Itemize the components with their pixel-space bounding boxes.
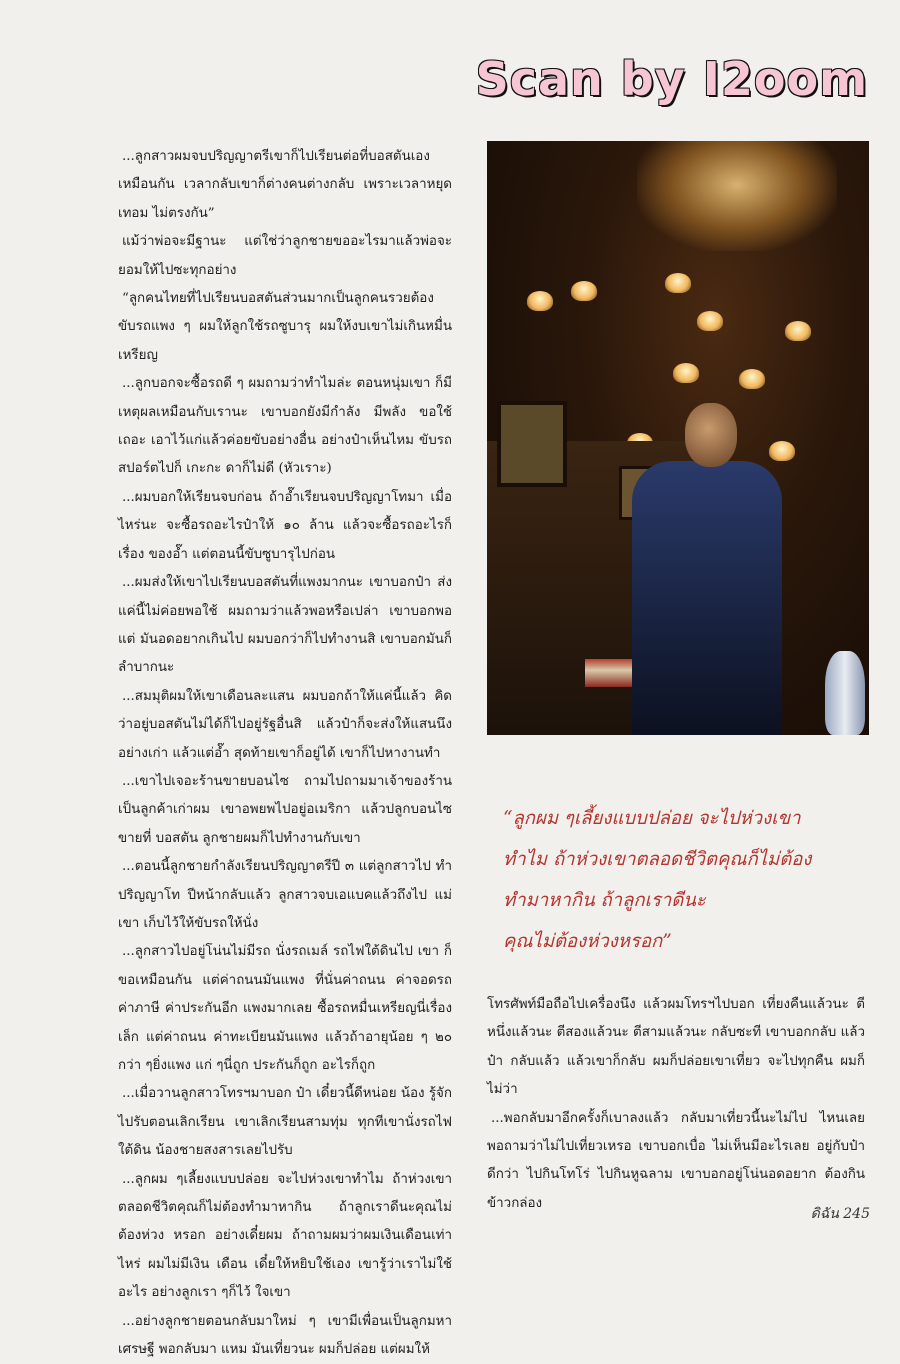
vase: [825, 651, 865, 735]
article-right-column: [487, 991, 865, 1218]
pull-quote-line: “ลูกผม ๆเลี้ยงแบบปล่อย จะไปห่วงเขา: [503, 808, 801, 829]
watermark: Scan by I2oom: [475, 52, 868, 106]
lamp: [739, 369, 765, 389]
paragraph: ...ผมส่งให้เขาไปเรียนบอสตันที่แพงมากนะ เขาบอกป๋า ส่งแค่นี้ไม่ค่อยพอใช้ ผมถามว่าแล้วพอหรือเปล่า เขาบอกพอ แต่ มันอดอยากเกินไป ผมบอกว่าก็ไปทำงานสิ เขาบอกมันก็ลำบากนะ: [118, 575, 452, 676]
portrait-photo: [487, 141, 869, 735]
paragraph: ...ตอนนี้ลูกชายกำลังเรียนปริญญาตรีปี ๓ แต่ลูกสาวไป ทำปริญญาโท ปีหน้ากลับแล้ว ลูกสาวจบเอแบคแล้วถึงไป แม่เขา เก็บไว้ให้ขับรถให้นั่ง: [118, 859, 452, 931]
paragraph: ...อย่างลูกชายตอนกลับมาใหม่ ๆ เขามีเพื่อนเป็นลูกมหา เศรษฐี พอกลับมา แหม มันเที่ยวนะ ผมก็ปล่อย แต่ผมให้: [118, 1313, 452, 1358]
paragraph: “ลูกคนไทยที่ไปเรียนบอสตันส่วนมากเป็นลูกคนรวยต้อง ขับรถแพง ๆ ผมให้ลูกใช้รถซูบารุ ผมให้งบเขาไม่เกินหมื่นเหรียญ: [118, 291, 452, 363]
pull-quote-line: คุณไม่ต้องห่วงหรอก”: [503, 931, 672, 952]
paragraph: โทรศัพท์มือถือไปเครื่องนึง แล้วผมโทรฯไปบอก เที่ยงคืนแล้วนะ ตี หนึ่งแล้วนะ ตีสองแล้วนะ ตีสามแล้วนะ กลับซะที เขาบอกกลับ แล้วป๋า กลับแล้ว แล้วเขาก็กลับ ผมก็ปล่อยเขาเที่ยว จะไปทุกคืน ผมก็ไม่ว่า: [487, 997, 865, 1098]
paragraph: ...เมื่อวานลูกสาวโทรฯมาบอก ป๋า เดี๋ยวนี้ดีหน่อย น้อง รู้จักไปรับตอนเลิกเรียน เขาเลิกเรียนสามทุ่ม ทุกทีเขานั่งรถไฟ ใต้ดิน น้องชายสงสารเลยไปรับ: [118, 1086, 452, 1159]
person-head: [685, 403, 737, 467]
paragraph: ...ลูกบอกจะซื้อรถดี ๆ ผมถามว่าทำไมล่ะ ตอนหนุ่มเขา ก็มีเหตุผลเหมือนกับเรานะ เขาบอกยังมีกำลัง มีพลัง ขอใช้เถอะ เอาไว้แก่แล้วค่อยขับอย่างอื่น อย่างป๋าเห็นไหม ขับรถสปอร์ตไปก็ เกะกะ ดาก็ไม่ดี (หัวเราะ): [118, 376, 452, 477]
paragraph: ...ลูกสาวผมจบปริญญาตรีเขาก็ไปเรียนต่อที่บอสตันเอง เหมือนกัน เวลากลับเขาก็ต่างคนต่างกลับ เพราะเวลาหยุดเทอม ไม่ตรงกัน”: [118, 149, 452, 221]
pull-quote-line: ทำมาหากิน ถ้าลูกเราดีนะ: [503, 890, 706, 911]
lamp: [785, 321, 811, 341]
paragraph: ...สมมุติผมให้เขาเดือนละแสน ผมบอกถ้าให้แค่นี้แล้ว คิดว่าอยู่บอสตันไม่ได้ก็ไปอยู่รัฐอื่นสิ แล้วป๋าก็จะส่งให้แสนนึง อย่างเก่า แล้วแต่อ๊ำ สุดท้ายเขาก็อยู่ได้ เขาก็ไปหางานทำ: [118, 688, 452, 761]
wall-painting: [497, 401, 567, 487]
paragraph: ...เขาไปเจอะร้านขายบอนไซ ถามไปถามมาเจ้าของร้าน เป็นลูกค้าเก่าผม เขาอพยพไปอยู่อเมริกา แล้วปลูกบอนไซขายที่ บอสตัน ลูกชายผมก็ไปทำงานกับเขา: [118, 773, 452, 846]
lamp: [673, 363, 699, 383]
paragraph: ...ลูกผม ๆเลี้ยงแบบปล่อย จะไปห่วงเขาทำไม ถ้าห่วงเขา ตลอดชีวิตคุณก็ไม่ต้องทำมาหากิน ถ้าลูกเราดีนะคุณไม่ต้องห่วง หรอก อย่างเดี๋ยผม ถ้าถามผมว่าผมเงินเดือนเท่าไหร่ ผมไม่มีเงิน เดือน เดี๋ยให้หยิบใช้เอง เขารู้ว่าเราไม่ใช้อะไร อย่างลูกเรา ๆก็ไว้ ใจเขา: [118, 1171, 452, 1301]
pull-quote: [503, 798, 863, 962]
lamp: [527, 291, 553, 311]
paragraph: ...พอกลับมาอีกครั้งก็เบาลงแล้ว กลับมาเที่ยวนี้นะไม่ไป ไหนเลย พอถามว่าไม่ไปเที่ยวเหรอ เขาบอกเบื่อ ไม่เห็นมีอะไรเลย อยู่กับป๋าดีกว่า ไปกินโทโร่ ไปกินหูฉลาม เขาบอกอยู่โน่นอดอยาก ต้องกินข้าวกล่อง: [487, 1110, 865, 1211]
lamp: [697, 311, 723, 331]
article-left-column: [118, 143, 452, 1364]
lamp: [665, 273, 691, 293]
chandelier: [637, 141, 837, 251]
person-body: [632, 461, 782, 735]
pull-quote-line: ทำไม ถ้าห่วงเขาตลอดชีวิตคุณก็ไม่ต้อง: [503, 849, 812, 870]
lamp: [571, 281, 597, 301]
page-folio: ดิฉัน 245: [810, 1206, 870, 1222]
paragraph: ...ผมบอกให้เรียนจบก่อน ถ้าอ๊ำเรียนจบปริญญาโทมา เมื่อไหร่นะ จะซื้อรถอะไรป๋าให้ ๑๐ ล้าน แล้วจะซื้อรถอะไรก็เรื่อง ของอ๊ำ แต่ตอนนี้ขับซูบารุไปก่อน: [118, 489, 452, 562]
lamp: [769, 441, 795, 461]
paragraph: แม้ว่าพ่อจะมีฐานะ แต่ใช่ว่าลูกชายขออะไรมาแล้วพ่อจะ ยอมให้ไปซะทุกอย่าง: [118, 234, 452, 278]
paragraph: ...ลูกสาวไปอยู่โน่นไม่มีรถ นั่งรถเมล์ รถไฟใต้ดินไป เขา ก็ขอเหมือนกัน แต่ค่าถนนมันแพง ที่นั่นค่าถนน ค่าจอดรถ ค่าภาษี ค่าประกันอีก แพงมากเลย ซื้อรถหมื่นเหรียญนี่เรื่องเล็ก แต่ค่าถนน ค่าทะเบียนมันแพง แล้วถ้าอายุน้อย ๆ ๒๐ กว่า ๆยิ่งแพง แก่ ๆนี่ถูก ประกันก็ถูก อะไรก็ถูก: [118, 944, 452, 1073]
